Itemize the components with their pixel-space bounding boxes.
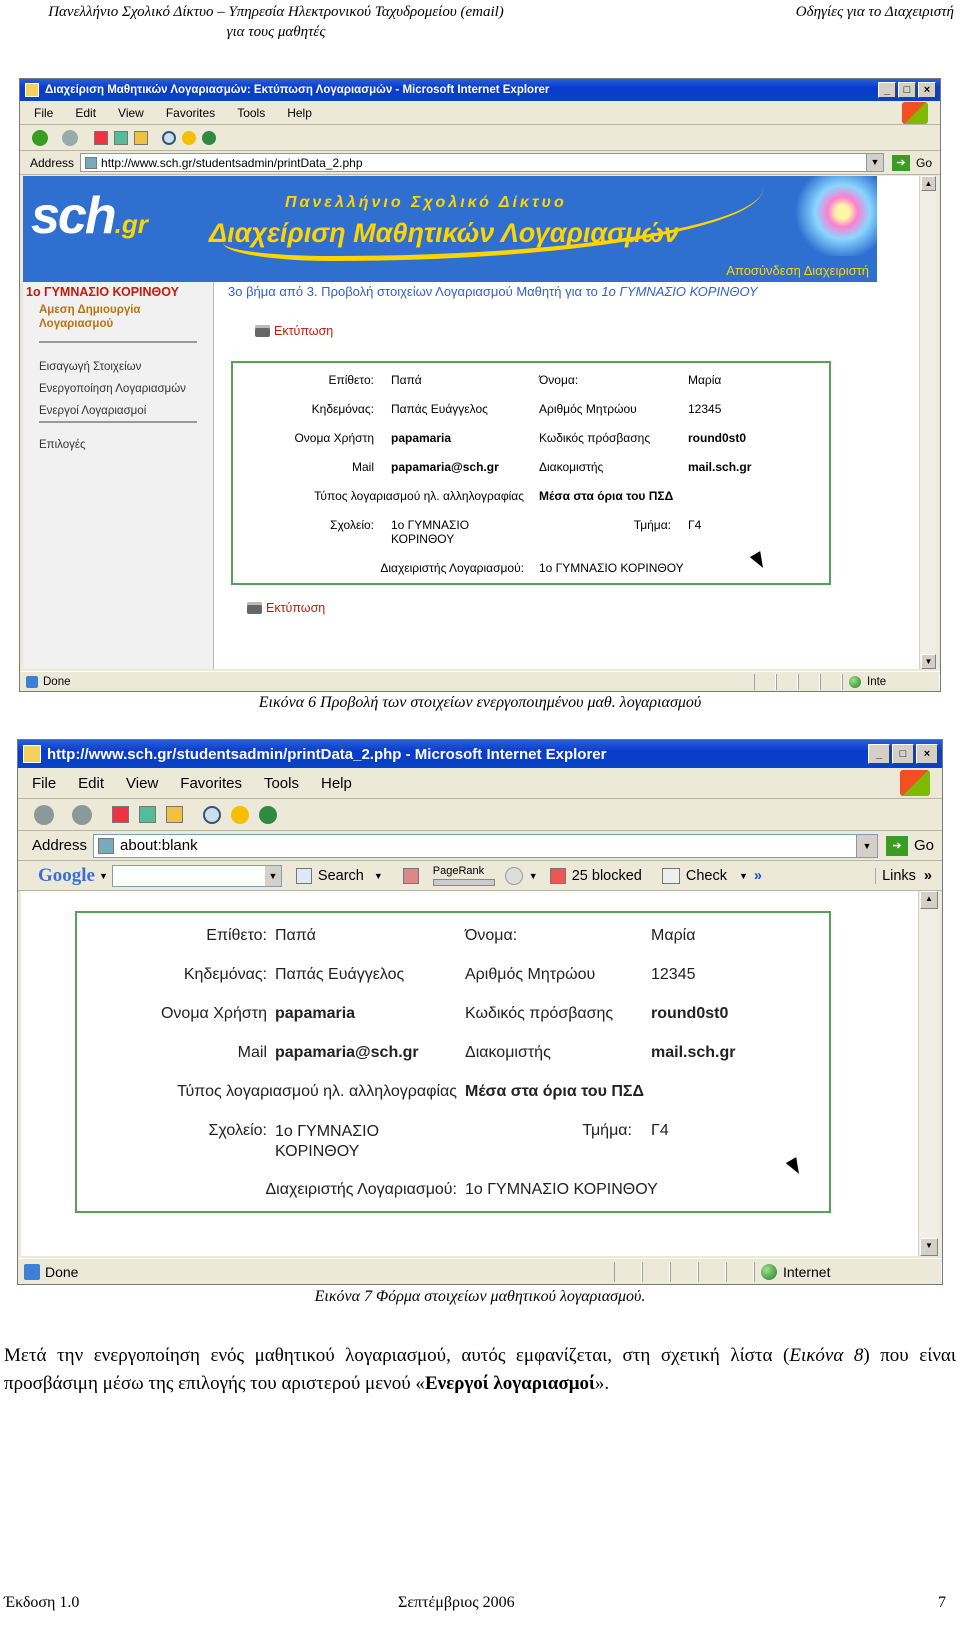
scroll-up-icon[interactable]: ▲: [920, 891, 938, 909]
ie-window-fig6: [19, 78, 941, 692]
go-button[interactable]: [892, 155, 932, 171]
google-search-icon: [296, 868, 312, 884]
regno-value: 12345: [688, 402, 722, 416]
status-text: Done: [43, 675, 71, 688]
search-icon[interactable]: [203, 806, 221, 824]
page-icon: [98, 838, 114, 854]
sch-banner: [23, 176, 877, 282]
ie-page-icon: [25, 83, 39, 97]
sidebar-item-options[interactable]: Επιλογές: [39, 439, 86, 451]
ie-page-icon: [23, 745, 41, 763]
address-dropdown-icon[interactable]: ▼: [866, 154, 883, 171]
sidebar-item-quick-create[interactable]: Αμεση Δημιουργία Λογαριασμού: [39, 304, 141, 330]
username-value: papamaria: [275, 1005, 356, 1022]
pagerank-bar: [433, 879, 495, 886]
forward-icon[interactable]: [72, 805, 92, 825]
school-value: [275, 1122, 379, 1162]
spellcheck-button[interactable]: Check: [685, 867, 727, 884]
sidebar-item-activation[interactable]: Ενεργοποίηση Λογαριασμών: [39, 383, 186, 395]
surname-label: Επίθετο:: [328, 373, 374, 387]
address-input[interactable]: [93, 834, 878, 858]
info-dropdown-icon[interactable]: ▼: [528, 870, 538, 881]
left-sidebar: [23, 282, 214, 669]
menu-favorites[interactable]: Favorites: [180, 774, 242, 792]
status-cells: [614, 1262, 942, 1282]
zone-text: Internet: [783, 1263, 831, 1280]
media-icon[interactable]: [259, 806, 277, 824]
info-icon[interactable]: [505, 867, 523, 885]
ie-window-fig7: [17, 739, 943, 1285]
media-icon[interactable]: [202, 131, 216, 145]
header-line-2: για τους μαθητές: [226, 24, 326, 40]
security-zone: [754, 1262, 942, 1282]
page-content: [21, 891, 939, 1256]
scroll-down-icon[interactable]: ▼: [921, 654, 936, 669]
google-search-input[interactable]: [112, 865, 282, 887]
page-done-icon: [26, 676, 38, 688]
school-line-2: ΚΟΡΙΝΘΟΥ: [275, 1143, 360, 1160]
minimize-button[interactable]: _: [878, 82, 896, 98]
username-label: Ονομα Χρήστη: [160, 1005, 267, 1022]
forward-icon[interactable]: [62, 130, 78, 146]
status-text: Done: [45, 1263, 79, 1280]
regno-label: Αριθμός Μητρώου: [465, 966, 596, 983]
active-accounts-term: Ενεργοί λογαριασμοί: [424, 1373, 595, 1394]
links-button[interactable]: Links: [875, 868, 916, 884]
guardian-value: Παπάς Ευάγγελος: [275, 966, 405, 983]
account-type-value: Μέσα στα όρια του ΠΣΔ: [539, 489, 674, 503]
menu-edit[interactable]: Edit: [75, 105, 97, 120]
school-label: Σχολείο:: [208, 1122, 267, 1139]
sidebar-divider: [39, 421, 197, 423]
regno-label: Αριθμός Μητρώου: [539, 402, 637, 416]
guardian-value: Παπάς Ευάγγελος: [391, 402, 488, 416]
page-done-icon: [24, 1264, 40, 1280]
page-icon: [85, 157, 97, 169]
surname-value: Παπά: [391, 373, 422, 387]
title-bar: [20, 79, 940, 101]
sidebar-divider: [39, 341, 197, 343]
class-label: Τμήμα:: [633, 518, 671, 532]
step-heading: [228, 284, 858, 300]
account-details-box: [75, 911, 831, 1213]
paragraph-part-1: Μετά την ενεργοποίηση ενός μαθητικού λογαριασμού, αυτός εμφανίζεται, στη σχετική λίστα (: [4, 1345, 790, 1366]
mouse-cursor-icon: [750, 551, 768, 571]
server-value: mail.sch.gr: [688, 460, 752, 474]
password-value: round0st0: [651, 1005, 729, 1022]
highlight-icon[interactable]: [403, 868, 419, 884]
scroll-down-icon[interactable]: ▼: [920, 1238, 938, 1256]
address-dropdown-icon[interactable]: ▼: [856, 835, 877, 857]
name-label: Όνομα:: [539, 373, 579, 387]
go-arrow-icon: ➔: [892, 155, 910, 171]
spellcheck-icon: [662, 868, 680, 884]
stop-icon[interactable]: [112, 806, 129, 823]
class-value: Γ4: [651, 1122, 669, 1139]
back-icon[interactable]: [32, 130, 48, 146]
admin-value: 1ο ΓΥΜΝΑΣΙΟ ΚΟΡΙΝΘΟΥ: [539, 561, 684, 575]
google-input-dropdown-icon[interactable]: ▼: [265, 866, 281, 886]
sidebar-item-data-entry[interactable]: Εισαγωγή Στοιχείων: [39, 361, 142, 373]
menu-favorites[interactable]: Favorites: [165, 105, 216, 120]
search-dropdown-icon[interactable]: ▼: [373, 870, 383, 881]
standard-toolbar: [20, 125, 940, 151]
paragraph-part-3: ».: [594, 1373, 610, 1394]
pagerank-label: PageRank: [432, 865, 485, 877]
menu-edit[interactable]: Edit: [78, 774, 105, 792]
mail-value: papamaria@sch.gr: [391, 460, 499, 474]
school-value: [391, 518, 469, 546]
window-title: http://www.sch.gr/studentsadmin/printData_2.php - Microsoft Internet Explorer: [47, 745, 607, 763]
figure-6-caption: Εικόνα 6 Προβολή των στοιχείων ενεργοποιημένου μαθ. λογαριασμού: [258, 694, 702, 711]
header-left: [6, 2, 546, 42]
username-label: Ονομα Χρήστη: [294, 431, 374, 445]
footer-edition: Έκδοση 1.0: [4, 1594, 80, 1611]
guardian-label: Κηδεμόνας:: [311, 402, 374, 416]
print-link-bottom[interactable]: [247, 601, 325, 615]
maximize-button[interactable]: □: [898, 82, 916, 98]
sch-logo: [31, 186, 148, 246]
menu-help[interactable]: Help: [321, 774, 352, 792]
server-value: mail.sch.gr: [651, 1044, 736, 1061]
step-school: 1ο ΓΥΜΝΑΣΙΟ ΚΟΡΙΝΘΟΥ: [601, 284, 758, 299]
standard-toolbar: [18, 799, 942, 831]
maximize-button[interactable]: □: [892, 744, 914, 764]
google-dropdown-icon[interactable]: ▼: [99, 870, 108, 881]
class-value: Γ4: [688, 518, 702, 532]
google-toolbar: [18, 861, 942, 891]
sidebar-school: 1ο ΓΥΜΝΑΣΙΟ ΚΟΡΙΝΘΟΥ: [26, 285, 179, 299]
print-label: Εκτύπωση: [266, 601, 326, 615]
close-button[interactable]: ×: [916, 744, 938, 764]
go-arrow-icon: ➔: [886, 836, 908, 856]
school-line-1: 1ο ΓΥΜΝΑΣΙΟ: [275, 1123, 380, 1140]
body-paragraph: [4, 1342, 956, 1398]
page-content: [23, 176, 937, 669]
document-header: [0, 0, 960, 44]
header-right: Οδηγίες για το Διαχειριστή: [795, 4, 954, 20]
password-label: Κωδικός πρόσβασης: [465, 1005, 614, 1022]
favorites-icon[interactable]: [182, 131, 196, 145]
menu-tools[interactable]: Tools: [263, 774, 299, 792]
name-value: Μαρία: [651, 927, 696, 944]
printer-icon: [247, 602, 262, 614]
logo-text: sch: [31, 187, 115, 245]
minimize-button[interactable]: _: [868, 744, 890, 764]
header-line-1: Πανελλήνιο Σχολικό Δίκτυο – Υπηρεσία Ηλεκτρονικού Ταχυδρομείου (email): [48, 4, 504, 20]
sidebar-item-active-accounts[interactable]: Ενεργοί Λογαριασμοί: [39, 405, 147, 417]
school-line-1: 1ο ΓΥΜΝΑΣΙΟ: [391, 518, 470, 532]
home-icon[interactable]: [134, 131, 148, 145]
refresh-icon[interactable]: [114, 131, 128, 145]
printer-icon: [255, 325, 270, 337]
school-line-2: ΚΟΡΙΝΘΟΥ: [391, 532, 455, 546]
address-bar: [18, 831, 942, 861]
surname-label: Επίθετο:: [206, 927, 267, 944]
menu-bar: [18, 768, 942, 799]
account-type-label: Τύπος λογαριασμού ηλ. αλληλογραφίας: [177, 1083, 457, 1100]
status-bar: [18, 1258, 942, 1284]
windows-logo-icon: [902, 102, 928, 124]
vertical-scrollbar[interactable]: [919, 176, 937, 669]
banner-title: Διαχείριση Μαθητικών Λογαριασμών: [209, 218, 679, 248]
mail-label: Mail: [237, 1044, 267, 1061]
menu-view[interactable]: View: [126, 774, 159, 792]
server-label: Διακομιστής: [465, 1044, 551, 1061]
name-label: Όνομα:: [465, 927, 518, 944]
go-label: Go: [913, 837, 934, 854]
banner-tagline: Πανελλήνιο Σχολικό Δίκτυο: [285, 194, 567, 211]
username-value: papamaria: [391, 431, 452, 445]
internet-zone-icon: [849, 676, 861, 688]
print-link-top[interactable]: [255, 324, 333, 338]
status-cells: [754, 674, 940, 690]
internet-zone-icon: [761, 1264, 777, 1280]
zone-text: Inte: [867, 675, 887, 688]
server-label: Διακομιστής: [539, 460, 604, 474]
menu-file[interactable]: File: [32, 774, 57, 792]
window-title: Διαχείριση Μαθητικών Λογαριασμών: Εκτύπωση Λογαριασμών - Microsoft Internet Explorer: [45, 84, 550, 96]
password-value: round0st0: [688, 431, 747, 445]
title-bar: [18, 740, 942, 768]
address-label: Address: [32, 837, 88, 854]
mouse-cursor-icon: [786, 1157, 804, 1177]
popup-blocker-icon: [550, 868, 566, 884]
regno-value: 12345: [651, 966, 696, 983]
step-text: 3ο βήμα από 3. Προβολή στοιχείων Λογαριασμού Μαθητή για το: [228, 284, 598, 299]
popups-blocked[interactable]: 25 blocked: [571, 867, 642, 884]
refresh-icon[interactable]: [139, 806, 156, 823]
google-logo[interactable]: Google: [38, 864, 95, 886]
account-type-label: Τύπος λογαριασμού ηλ. αλληλογραφίας: [314, 489, 524, 503]
surname-value: Παπά: [275, 927, 316, 944]
home-icon[interactable]: [166, 806, 183, 823]
menu-help[interactable]: Help: [287, 105, 312, 120]
figure-8-reference: Εικόνα 8: [789, 1345, 864, 1366]
back-icon[interactable]: [34, 805, 54, 825]
admin-label: Διαχειριστής Λογαριασμού:: [380, 561, 524, 575]
search-icon[interactable]: [162, 131, 176, 145]
name-value: Μαρία: [688, 373, 722, 387]
mail-value: papamaria@sch.gr: [275, 1044, 419, 1061]
footer-date: Σεπτέμβριος 2006: [398, 1594, 515, 1611]
address-input[interactable]: [80, 153, 884, 172]
links-more-icon[interactable]: »: [923, 867, 932, 884]
status-bar: [20, 671, 940, 691]
account-details-box: [231, 361, 831, 585]
paragraph-part-2: ) που είναι προσβάσιμη μέσω της επιλογής του αριστερού μενού «: [4, 1345, 956, 1394]
admin-label: Διαχειριστής Λογαριασμού:: [265, 1181, 457, 1198]
class-label: Τμήμα:: [582, 1122, 632, 1139]
windows-logo-icon: [900, 770, 930, 796]
logout-link[interactable]: Αποσύνδεση Διαχειριστή: [726, 263, 869, 278]
address-url: http://www.sch.gr/studentsadmin/printData_2.php: [101, 155, 363, 170]
vertical-scrollbar[interactable]: [918, 891, 939, 1256]
toolbar-more-icon[interactable]: »: [753, 867, 762, 884]
menu-view[interactable]: View: [118, 105, 144, 120]
check-dropdown-icon[interactable]: ▼: [738, 870, 748, 881]
scroll-up-icon[interactable]: ▲: [921, 176, 936, 191]
address-label: Address: [30, 155, 75, 170]
menu-bar: [20, 101, 940, 125]
address-url: about:blank: [120, 837, 198, 854]
figure-7-caption: Εικόνα 7 Φόρμα στοιχείων μαθητικού λογαριασμού.: [314, 1288, 646, 1305]
mail-label: Mail: [351, 460, 374, 474]
security-zone: [842, 674, 940, 690]
password-label: Κωδικός πρόσβασης: [539, 431, 651, 445]
account-type-value: Μέσα στα όρια του ΠΣΔ: [465, 1083, 644, 1100]
admin-value: 1ο ΓΥΜΝΑΣΙΟ ΚΟΡΙΝΘΟΥ: [465, 1181, 658, 1198]
print-label: Εκτύπωση: [274, 324, 334, 338]
guardian-label: Κηδεμόνας:: [183, 966, 267, 983]
address-bar: [20, 151, 940, 175]
footer-page-number: 7: [938, 1594, 946, 1611]
banner-star-graphic: [791, 176, 877, 256]
school-label: Σχολείο:: [330, 518, 374, 532]
google-search-button[interactable]: Search: [317, 867, 364, 884]
close-button[interactable]: ×: [918, 82, 936, 98]
favorites-icon[interactable]: [231, 806, 249, 824]
stop-icon[interactable]: [94, 131, 108, 145]
go-button[interactable]: [886, 836, 934, 856]
menu-file[interactable]: File: [34, 105, 54, 120]
pagerank-widget[interactable]: [433, 865, 495, 886]
menu-tools[interactable]: Tools: [237, 105, 266, 120]
logo-suffix: .gr: [114, 209, 148, 239]
go-label: Go: [915, 155, 932, 170]
